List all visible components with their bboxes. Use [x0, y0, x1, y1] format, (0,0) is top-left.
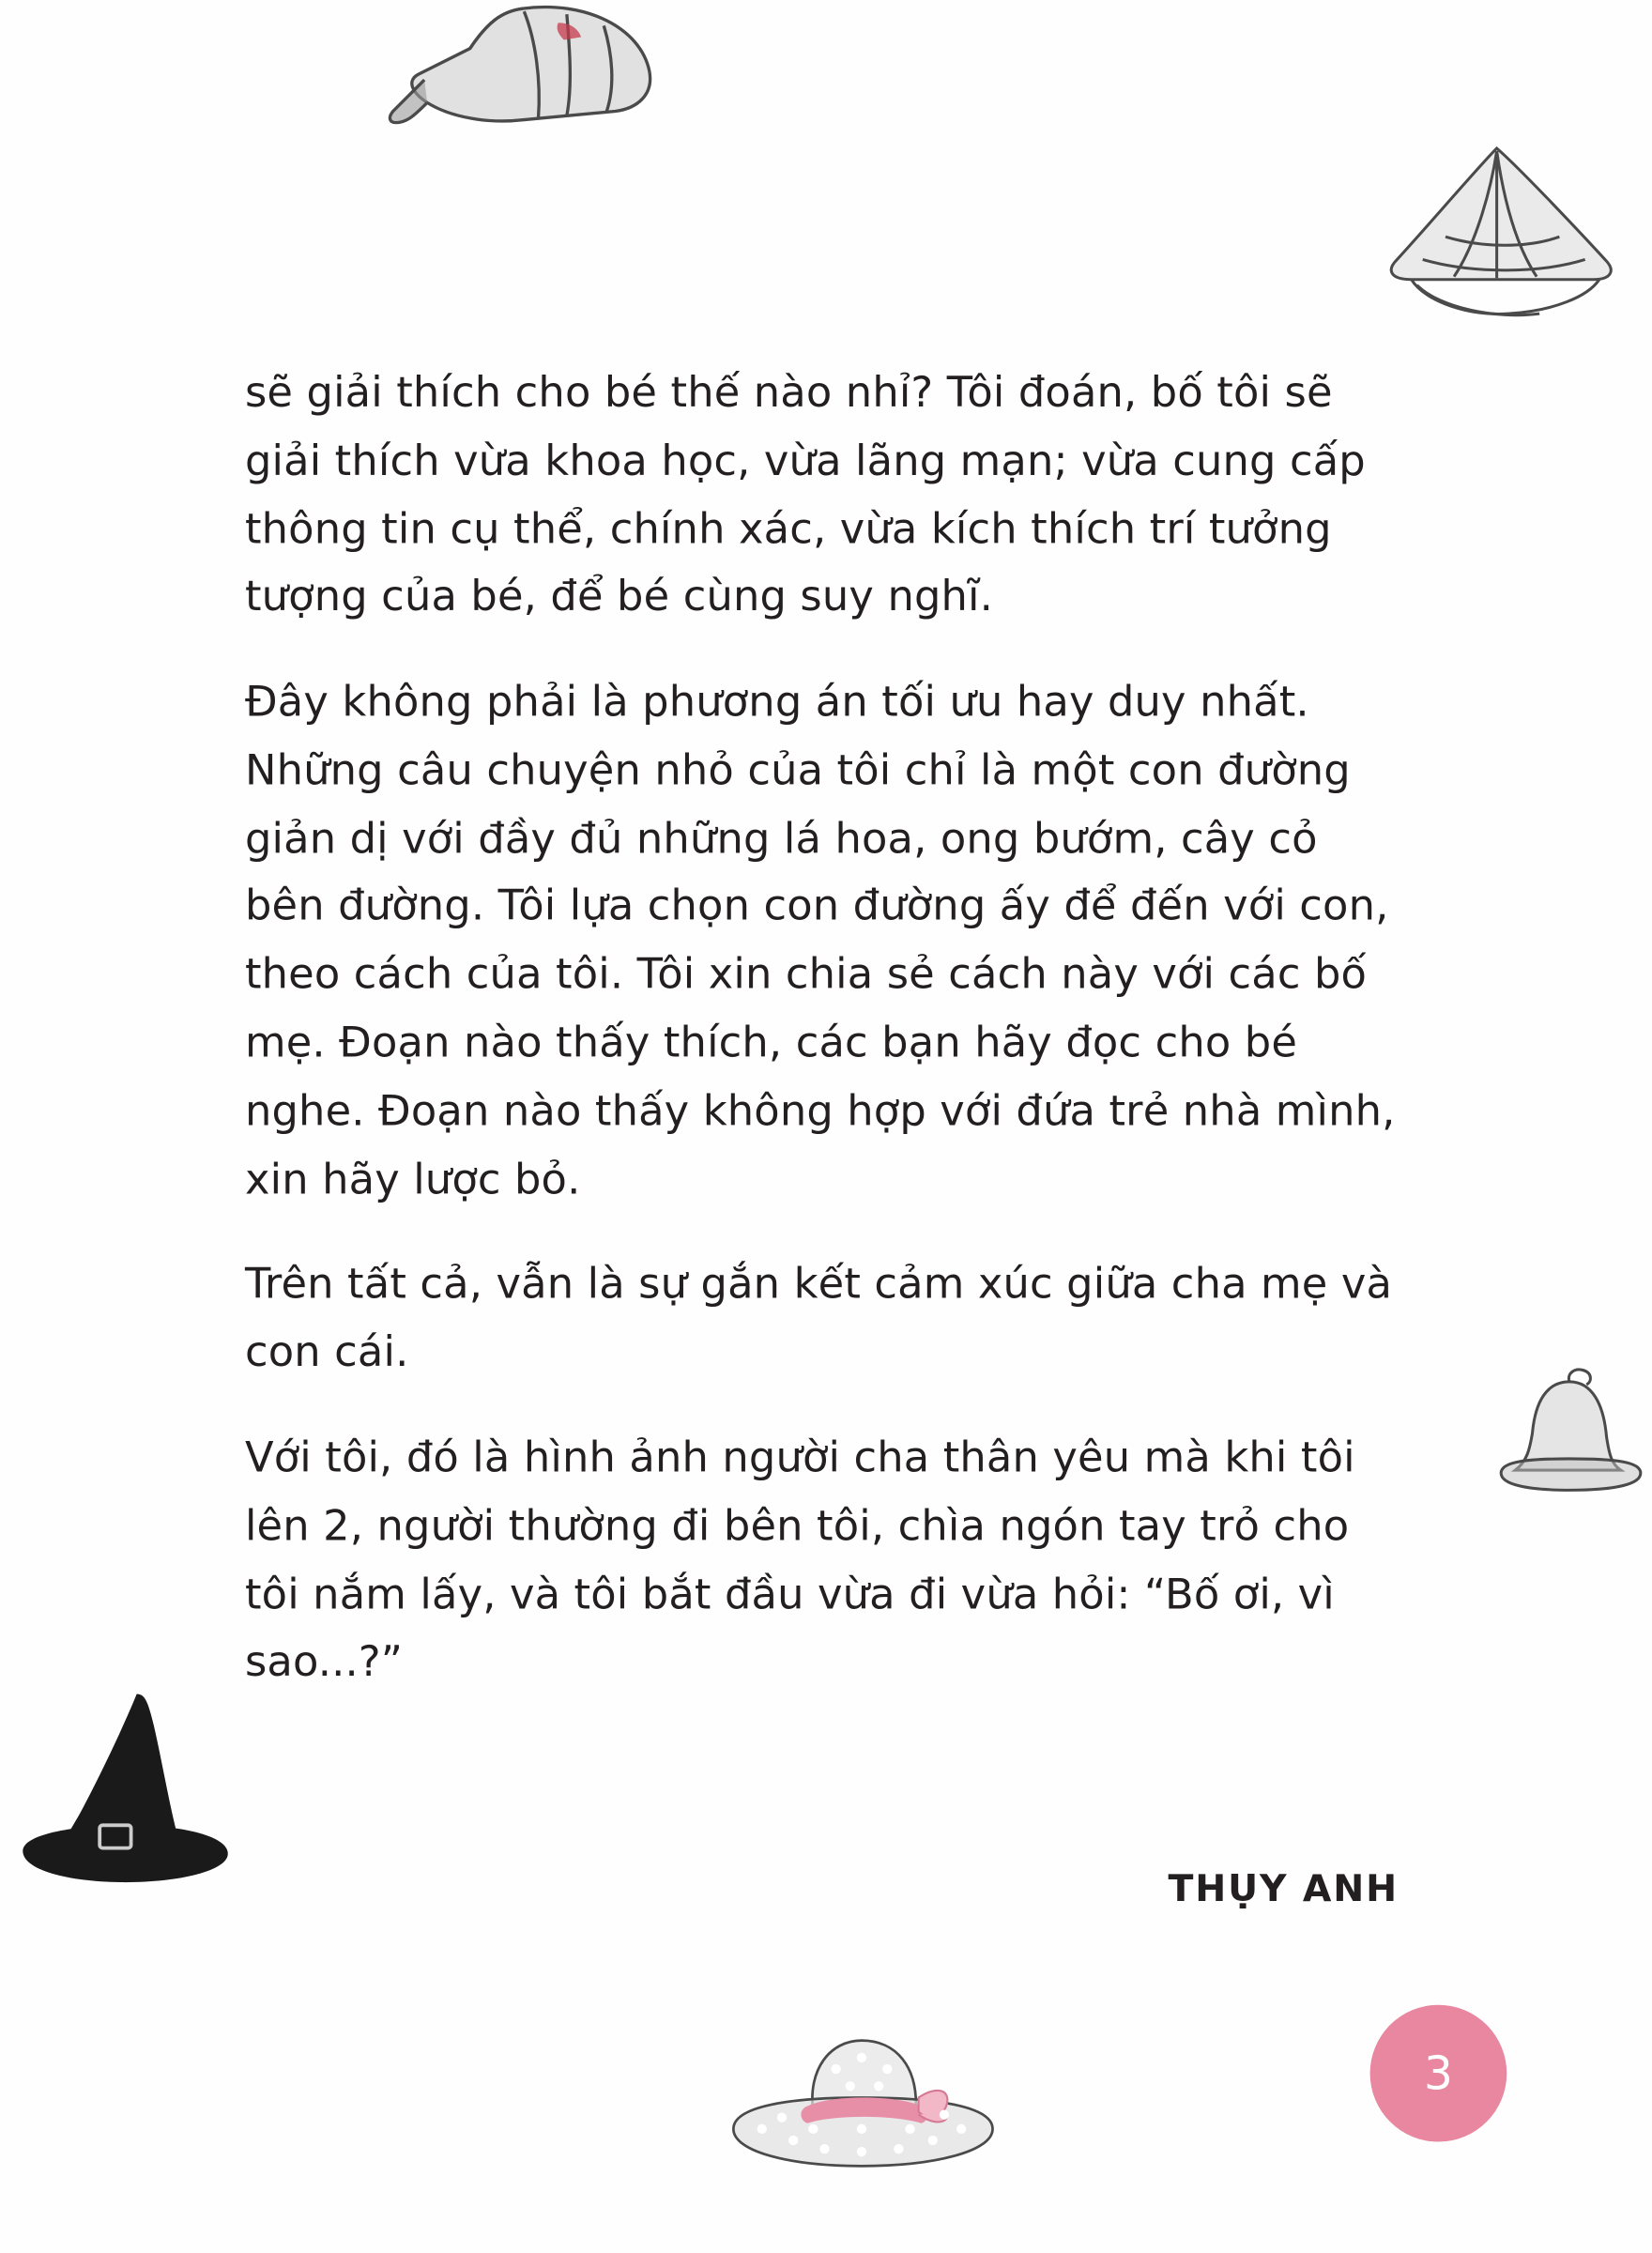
- author-signature: THỤY ANH: [1168, 1867, 1399, 1911]
- body-text: [245, 360, 1399, 1697]
- paragraph: Trên tất cả, vẫn là sự gắn kết cảm xúc giữa cha mẹ và con cái.: [244, 1259, 1393, 1377]
- bell-hat-illustration: [1481, 1362, 1652, 1519]
- conical-hat-illustration: [1360, 137, 1644, 322]
- polka-dot-sun-hat-illustration: [719, 2017, 1003, 2196]
- witch-hat-illustration: [14, 1682, 242, 1889]
- baseball-cap-illustration: [388, 0, 687, 156]
- page-number-badge: [1370, 2005, 1507, 2142]
- paragraph: sẽ giải thích cho bé thế nào nhỉ? Tôi đoán, bố tôi sẽ giải thích vừa khoa học, vừa lãng mạn; vừa cung cấp thông tin cụ thể, chính xác, vừa kích thích trí tưởng tượng của bé, để bé cùng suy nghĩ.: [244, 367, 1366, 621]
- paragraph: Đây không phải là phương án tối ưu hay duy nhất. Những câu chuyện nhỏ của tôi chỉ là một con đường giản dị với đầy đủ những lá hoa, ong bướm, cây cỏ bên đường. Tôi lựa chọn con đường ấy để đến với con, theo cách của tôi. Tôi xin chia sẻ cách này với các bố mẹ. Đoạn nào thấy thích, các bạn hãy đọc cho bé nghe. Đoạn nào thấy không hợp với đứa trẻ nhà mình, xin hãy lược bỏ.: [244, 677, 1396, 1203]
- page-number-label: 3: [1423, 2046, 1453, 2101]
- paragraph: Với tôi, đó là hình ảnh người cha thân yêu mà khi tôi lên 2, người thường đi bên tôi, chìa ngón tay trỏ cho tôi nắm lấy, và tôi bắt đầu vừa đi vừa hỏi: “Bố ơi, vì sao...?”: [244, 1433, 1355, 1686]
